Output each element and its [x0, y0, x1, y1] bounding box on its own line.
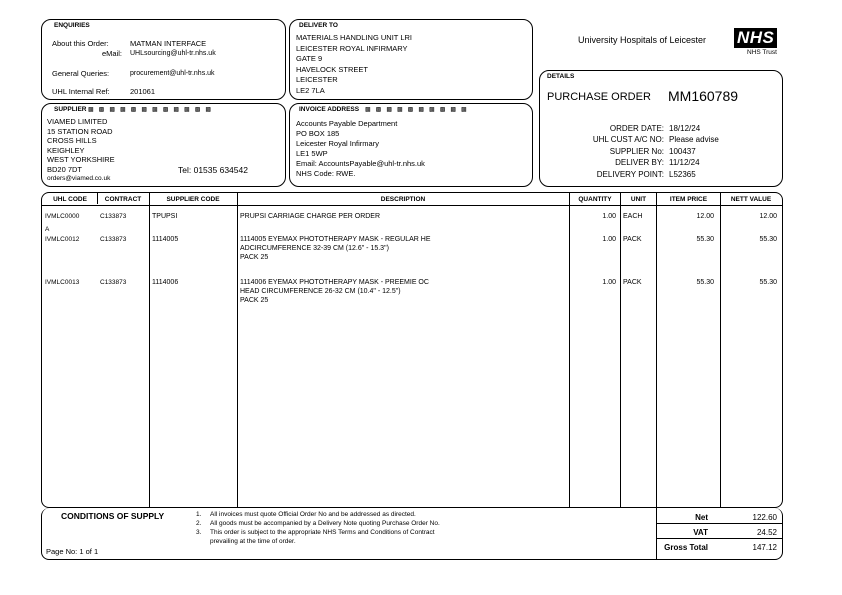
gross-total-label: Gross Total	[664, 543, 708, 552]
email-value: UHLsourcing@uhl-tr.nhs.uk	[130, 50, 216, 57]
col-header-unit: UNIT	[630, 196, 647, 203]
condition-text: This order is subject to the appropriate NHS Terms and Conditions of Contract	[210, 529, 435, 536]
enquiries-header: ENQUIRIES	[54, 22, 90, 29]
address-line: PO BOX 185	[296, 129, 340, 138]
table-row-uhl-code: IVMLC0013	[45, 279, 80, 286]
address-line: LEICESTER	[296, 75, 338, 84]
table-row-unit: EACH	[623, 213, 643, 220]
nhs-logo: NHS	[734, 28, 777, 48]
address-line: BD20 7DT	[47, 164, 83, 174]
header-dots: ▩ ▩ ▩ ▩ ▩ ▩ ▩ ▩ ▩ ▩	[365, 107, 467, 113]
address-line: GATE 9	[296, 54, 323, 63]
address-line: WEST YORKSHIRE	[47, 155, 115, 164]
table-row-supplier-code: 1114006	[152, 279, 179, 286]
totals-row-divider	[656, 523, 783, 524]
col-header-contract: CONTRACT	[104, 196, 142, 203]
address-line: 15 STATION ROAD	[47, 126, 113, 136]
net-label: Net	[695, 513, 708, 522]
deliver-by-label: DELIVER BY:	[615, 158, 664, 167]
col-header-quantity: QUANTITY	[578, 196, 612, 203]
table-row-price: 12.00	[696, 213, 714, 220]
gross-total-value: 147.12	[752, 543, 777, 552]
table-row-uhl-code: IVMLC0012	[45, 236, 80, 243]
address-line: LE1 5WP	[296, 149, 328, 158]
address-line: Leicester Royal Infirmary	[296, 139, 379, 148]
column-divider	[149, 192, 150, 508]
address-line: NHS Code: RWE.	[296, 169, 356, 178]
page-number: Page No: 1 of 1	[46, 547, 99, 556]
condition-num: 3.	[196, 529, 202, 536]
table-row-quantity: 1.00	[602, 213, 616, 220]
general-label: General Queries:	[52, 69, 110, 78]
ref-value: 201061	[130, 87, 156, 96]
condition-text: All goods must be accompanied by a Delivery Note quoting Purchase Order No.	[210, 520, 440, 527]
col-header-supplier-code: SUPPLIER CODE	[166, 196, 220, 203]
table-row-supplier-code: 1114005	[152, 236, 179, 243]
table-row-contract: C133873	[100, 236, 127, 243]
description-line: HEAD CIRCUMFERENCE 26-32 CM (10.4" - 12.5")	[240, 288, 401, 295]
order-date-value: 18/12/24	[669, 124, 701, 133]
table-row-quantity: 1.00	[602, 279, 616, 286]
table-row-contract: C133873	[100, 213, 127, 220]
supplier-email: orders@viamed.co.uk	[47, 175, 111, 182]
table-row-unit: PACK	[623, 279, 642, 286]
col-header-item-price: ITEM PRICE	[669, 196, 708, 203]
cust-ac-value: Please advise	[669, 135, 719, 144]
col-header-description: DESCRIPTION	[380, 196, 426, 203]
condition-text: All invoices must quote Official Order No and be addressed as directed.	[210, 511, 416, 518]
table-row-description: PRUPSI CARRIAGE CHARGE PER ORDER	[240, 213, 381, 220]
address-line: Accounts Payable Department	[296, 119, 398, 128]
condition-text: prevailing at the time of order.	[210, 538, 296, 545]
table-row-quantity: 1.00	[602, 236, 616, 243]
delivery-point-value: L52365	[669, 170, 696, 179]
net-value: 122.60	[752, 513, 777, 522]
totals-row-divider	[656, 538, 783, 539]
invoice-address	[296, 119, 425, 179]
table-row-value: 12.00	[759, 213, 777, 220]
address-line: CROSS HILLS	[47, 136, 97, 145]
supplier-header: SUPPLIER	[54, 106, 87, 113]
delivery-point-label: DELIVERY POINT:	[596, 170, 664, 179]
ref-label: UHL Internal Ref:	[52, 87, 110, 96]
deliver-by-value: 11/12/24	[669, 158, 700, 167]
supplier-address	[47, 117, 115, 184]
table-row-uhl-code: IVMLC0000	[45, 213, 80, 220]
order-number: MM160789	[668, 88, 739, 104]
address-line: HAVELOCK STREET	[296, 64, 368, 74]
address-line: LE2 7LA	[296, 85, 325, 95]
condition-num: 2.	[196, 520, 202, 527]
description-line: 1114005 EYEMAX PHOTOTHERAPY MASK - REGULAR HE	[240, 236, 431, 243]
deliver-to-address	[296, 33, 412, 96]
cust-ac-label: UHL CUST A/C NO:	[592, 135, 664, 144]
totals-divider	[656, 508, 657, 560]
description-line: 1114006 EYEMAX PHOTOTHERAPY MASK - PREEMIE OC	[240, 279, 429, 286]
table-row-value: 55.30	[759, 236, 777, 243]
deliver-to-header: DELIVER TO	[299, 22, 338, 29]
header-dots: ▩ ▩ ▩ ▩ ▩ ▩ ▩ ▩ ▩ ▩ ▩ ▩	[88, 107, 212, 113]
general-value: procurement@uhl-tr.nhs.uk	[130, 70, 215, 77]
table-row-value: 55.30	[759, 279, 777, 286]
table-row-unit: PACK	[623, 236, 642, 243]
about-value: MATMAN INTERFACE	[130, 39, 207, 48]
description-line: PACK 25	[240, 297, 269, 304]
address-line: MATERIALS HANDLING UNIT LRI	[296, 33, 412, 42]
about-label: About this Order:	[52, 39, 109, 48]
col-header-nett-value: NETT VALUE	[730, 196, 772, 203]
column-divider	[237, 192, 238, 508]
trust-sub: NHS Trust	[747, 49, 777, 56]
vat-label: VAT	[693, 528, 708, 537]
table-row-description	[240, 235, 431, 262]
table-header-divider	[41, 205, 783, 206]
address-line: VIAMED LIMITED	[47, 117, 108, 126]
invoice-header: INVOICE ADDRESS	[299, 106, 360, 113]
col-header-uhl-code: UHL CODE	[53, 196, 87, 203]
table-row-price: 55.30	[696, 279, 714, 286]
supplier-no-label: SUPPLIER No:	[609, 147, 664, 156]
supplier-no-value: 100437	[669, 147, 696, 156]
table-row-contract: C133873	[100, 279, 127, 286]
address-line: KEIGHLEY	[47, 145, 85, 155]
details-header: DETAILS	[547, 73, 575, 80]
table-row-uhl-code-cont: A	[45, 226, 50, 233]
address-line: Email: AccountsPayable@uhl-tr.nhs.uk	[296, 159, 425, 168]
description-line: PACK 25	[240, 254, 269, 261]
table-row-description	[240, 278, 429, 305]
table-row-price: 55.30	[696, 236, 714, 243]
order-date-label: ORDER DATE:	[609, 124, 664, 133]
address-line: LEICESTER ROYAL INFIRMARY	[296, 43, 408, 53]
trust-name: University Hospitals of Leicester	[578, 35, 707, 45]
condition-num: 1.	[196, 511, 202, 518]
email-label: eMail:	[102, 49, 123, 58]
column-divider	[620, 192, 621, 508]
vat-value: 24.52	[756, 528, 777, 537]
conditions-title: CONDITIONS OF SUPPLY	[61, 511, 165, 521]
table-row-supplier-code: TPUPSI	[152, 213, 178, 220]
order-title: PURCHASE ORDER	[547, 91, 651, 103]
description-line: ADCIRCUMFERENCE 32-39 CM (12.6" - 15.3")	[240, 245, 389, 252]
supplier-tel: Tel: 01535 634542	[178, 165, 248, 175]
